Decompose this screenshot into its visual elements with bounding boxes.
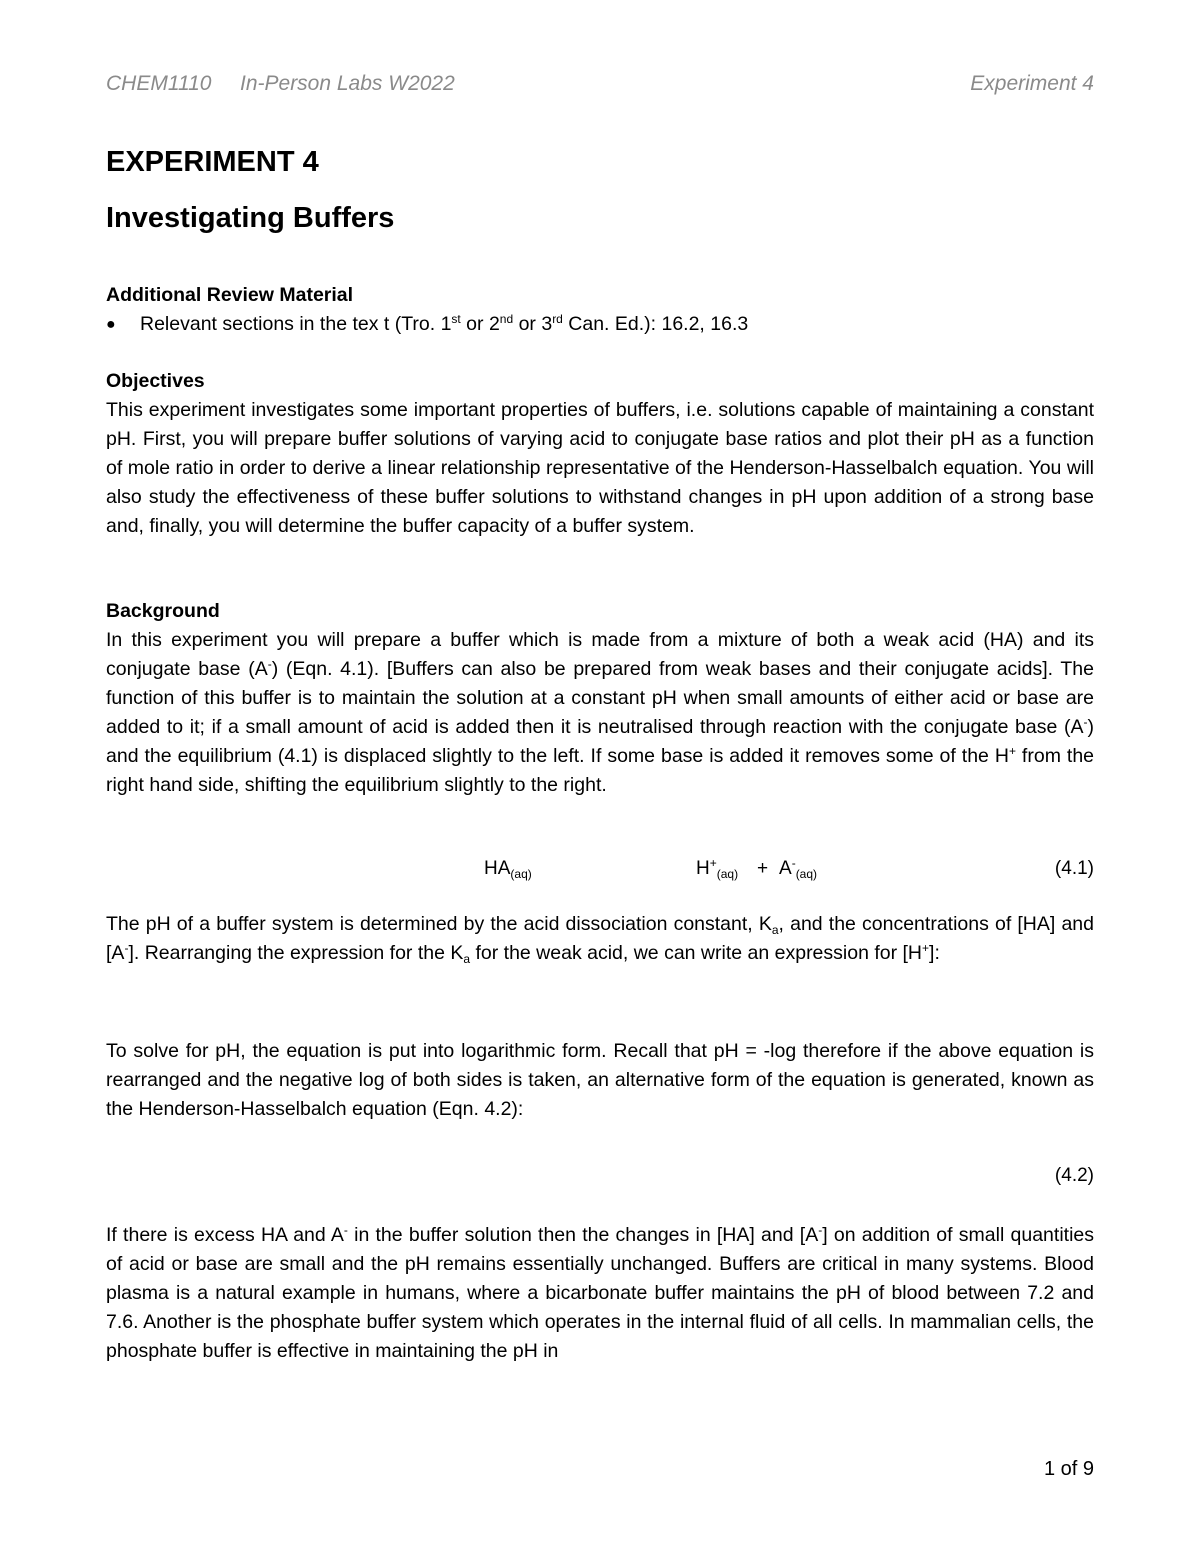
eq1-lhs-symbol: HA [484,858,511,879]
review-heading: Additional Review Material [106,284,354,306]
eq2-number: (4.2) [1054,1165,1094,1186]
review-sup-3: rd [552,312,563,326]
review-text-2: or 2 [460,313,500,335]
objectives-heading: Objectives [106,370,205,392]
equation-4-2 [106,1165,1094,1195]
p4-text-c: ] on addition of small quantities of acid or base are small and the pH remains essentially unchanged. Buffers are critical in many systems. Blood plasma is a natural example in humans, where a bicarbonate buffer maintains the pH of blood between 7.2 and 7.6. Another is the phosphate buffer system which operates in the internal fluid of all cells. In mammalian cells, the phosphate buffer is effective in maintaining the pH in [106,1224,1094,1362]
review-sup-1: st [451,312,461,326]
p2-text-b: , and the concentrations of [HA] and [A [106,913,1094,964]
eq1-rhs2-sup: - [791,856,796,870]
p2-sup-2: + [922,941,930,955]
eq1-rhs1-sub: (aq) [716,867,739,881]
p1-text-b: ) (Eqn. 4.1). [Buffers can also be prepared from weak bases and their conjugate acids]. The function of this buffer is to maintain the solution at a constant pH when small amounts of either acid or base are added to it; if a small amount of acid is added then it is neutralised through reaction with the conjugate base (A [106,658,1094,738]
p2-sub-1: a [771,923,779,937]
background-heading: Background [106,600,220,622]
review-text-3: or 3 [513,313,553,335]
p1-text-a: In this experiment you will prepare a buffer which is made from a mixture of both a weak acid (HA) and its conjugate base (A [106,629,1094,680]
p1-sup-1: - [267,657,272,671]
eq1-rhs2-sub: (aq) [795,867,818,881]
eq1-rhs2 [779,858,817,880]
background-p4 [106,1221,1094,1366]
p4-text-b: in the buffer solution then the changes in [HA] and [A [347,1224,819,1246]
eq1-lhs [484,858,532,880]
eq1-plus: + [757,858,769,879]
p4-sup-2: - [818,1223,823,1237]
eq1-rhs2-symbol: A [779,858,792,879]
running-header [106,72,1094,100]
experiment-subtitle: Investigating Buffers [106,202,395,234]
background-paragraph-2 [106,910,1094,968]
eq1-number: (4.1) [1054,858,1094,879]
p2-sub-2: a [463,952,471,966]
objectives-paragraph [106,396,1094,541]
header-course: CHEM1110 [106,72,212,95]
p2-text-d: for the weak acid, we can write an expression for [H [470,942,923,964]
review-text-1: Relevant sections in the tex t (Tro. 1 [140,313,452,335]
p1-sup-2: - [1083,715,1088,729]
background-p2 [106,910,1094,968]
bullet-icon: ● [106,316,116,333]
p4-text-a: If there is excess HA and A [106,1224,344,1246]
p1-text-d: from the right hand side, shifting the equilibrium slightly to the right. [106,745,1095,796]
review-bullet [106,310,748,339]
p2-text-e: ]: [929,942,940,964]
background-paragraph-3 [106,1037,1094,1124]
p2-text-c: ]. Rearranging the expression for the K [128,942,464,964]
p4-sup-1: - [343,1223,348,1237]
background-p3: To solve for pH, the equation is put into logarithmic form. Recall that pH = -log therefore if the above equation is rearranged and the negative log of both sides is taken, an alternative form of the equation is generated, known as the Henderson-Hasselbalch equation (Eqn. 4.2): [106,1040,1094,1120]
equation-4-1 [106,858,1094,888]
background-p1 [106,626,1094,800]
p1-sup-3: + [1008,744,1016,758]
experiment-title: EXPERIMENT 4 [106,146,319,178]
eq1-rhs1-sup: + [709,856,717,870]
eq1-lhs-sub: (aq) [510,867,532,881]
header-experiment: Experiment 4 [970,72,1094,95]
p1-text-c: ) and the equilibrium (4.1) is displaced slightly to the left. If some base is added it removes some of the H [106,716,1094,767]
p2-text-a: The pH of a buffer system is determined by the acid dissociation constant, K [106,913,772,935]
background-paragraph-4 [106,1221,1094,1366]
review-sup-2: nd [499,312,514,326]
review-text-4: Can. Ed.): 16.2, 16.3 [562,313,749,335]
objectives-text: This experiment investigates some important properties of buffers, i.e. solutions capable of maintaining a constant pH. First, you will prepare buffer solutions of varying acid to conjugate base ratios and plot their pH as a function of mole ratio in order to derive a linear relationship representative of the Henderson-Hasselbalch equation. You will also study the effectiveness of these buffer solutions to withstand changes in pH upon addition of a strong base and, finally, you will determine the buffer capacity of a buffer system. [106,399,1094,537]
eq1-rhs1-symbol: H [696,858,710,879]
p2-sup-1: - [124,941,129,955]
header-term: In-Person Labs W2022 [240,72,455,95]
background-paragraph-1 [106,626,1094,800]
page-number: 1 of 9 [1043,1458,1094,1480]
eq1-rhs1 [696,858,738,880]
